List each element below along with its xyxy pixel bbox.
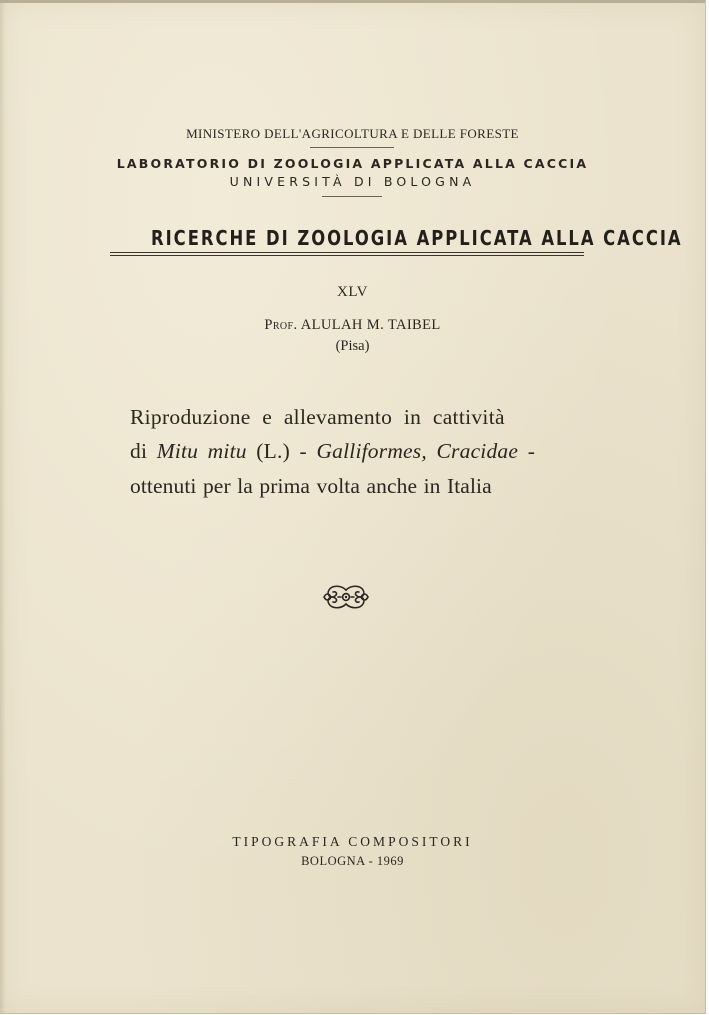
work-title-line-3: ottenuti per la prima volta anche in Italia [130,474,492,498]
university-heading: UNIVERSITÀ DI BOLOGNA [229,174,476,189]
work-title-dash: - [527,439,536,463]
scroll-ornament-icon [320,582,372,612]
work-title-prefix: di [130,439,148,463]
work-title-line-2 [130,439,562,464]
divider-rule [322,196,382,197]
taxonomy-name: Galliformes, Cracidae [316,439,519,463]
page-edge [0,0,705,3]
species-name: Mitu mitu [156,439,247,463]
ministry-heading: MINISTERO DELL'AGRICOLTURA E DELLE FORESTE [186,126,519,141]
author-name: ALULAH M. TAIBEL [300,317,441,333]
author-prefix: Prof. [264,317,298,333]
author-place: (Pisa) [335,338,370,354]
work-title-line-1: Riproduzione e allevamento in cattività [130,405,505,429]
volume-number: XLV [337,284,368,300]
author-line [0,317,705,334]
series-title-underline [110,252,584,253]
species-author: (L.) - [256,439,307,463]
laboratory-heading: LABORATORIO DI ZOOLOGIA APPLICATA ALLA CACCIA [116,156,589,171]
printer-name: TIPOGRAFIA COMPOSITORI [232,834,473,849]
imprint-city-year: BOLOGNA - 1969 [301,854,404,868]
divider-rule [310,147,394,148]
series-title: RICERCHE DI ZOOLOGIA APPLICATA ALLA CACCIA [151,226,683,250]
series-title-underline [110,255,584,256]
